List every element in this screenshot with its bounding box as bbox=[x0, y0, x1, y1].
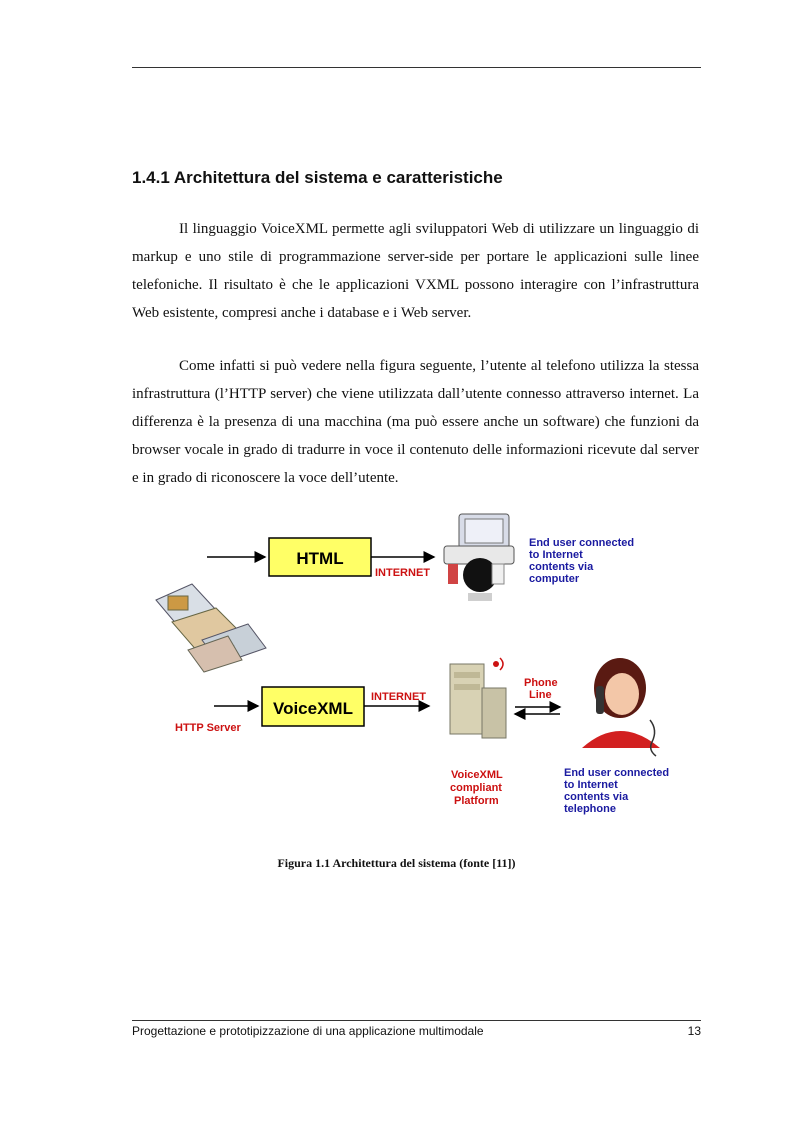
phone-line-label bbox=[524, 677, 558, 701]
page-footer bbox=[132, 1024, 701, 1038]
voicexml-box-label: VoiceXML bbox=[273, 699, 353, 718]
svg-text:contents via: contents via bbox=[564, 791, 629, 803]
svg-text:to Internet: to Internet bbox=[529, 549, 583, 561]
svg-text:compliant: compliant bbox=[450, 782, 502, 794]
section-heading: 1.4.1 Architettura del sistema e caratteristiche bbox=[132, 168, 503, 187]
svg-text:End user connected: End user connected bbox=[564, 767, 670, 779]
paragraph-2: Come infatti si può vedere nella figura seguente, l’utente al telefono utilizza la stessa infrastruttura (l’HTTP server) che viene utilizzata dall’utente connesso attraverso internet. La differenza è la presenza di una macchina (ma può essere anche un software) che funzioni da browser vocale in grado di tradurre in voce il contenuto delle informazioni ricevute dal server e in grado di riconoscere la voce dell’utente. bbox=[132, 358, 699, 486]
phone-user-icon bbox=[582, 658, 660, 756]
svg-text:Platform: Platform bbox=[454, 795, 499, 807]
svg-text:End user connected: End user connected bbox=[529, 537, 635, 549]
platform-label bbox=[450, 769, 503, 807]
svg-text:Line: Line bbox=[529, 689, 552, 701]
internet-top-label: INTERNET bbox=[375, 567, 430, 579]
http-server-icon bbox=[156, 584, 266, 672]
paragraph-1: Il linguaggio VoiceXML permette agli sviluppatori Web di utilizzare un linguaggio di markup e uno stile di programmazione server-side per portare le applicazioni sulle linee telefoniche. Il risultato è che le applicazioni VXML possono interagire con l’infrastruttura Web esistente, compresi anche i database e i Web server. bbox=[132, 221, 699, 321]
svg-text:telephone: telephone bbox=[564, 803, 616, 815]
svg-text:VoiceXML: VoiceXML bbox=[451, 769, 503, 781]
svg-text:computer: computer bbox=[529, 573, 580, 585]
computer-user-icon bbox=[444, 514, 514, 601]
footer-title: Progettazione e prototipizzazione di una applicazione multimodale bbox=[132, 1024, 484, 1038]
platform-server-icon bbox=[450, 658, 506, 738]
architecture-figure bbox=[132, 500, 701, 835]
page-number: 13 bbox=[687, 1024, 701, 1038]
computer-user-label bbox=[529, 537, 634, 585]
figure-caption: Figura 1.1 Architettura del sistema (fonte [11]) bbox=[277, 856, 516, 870]
internet-bottom-label: INTERNET bbox=[371, 691, 426, 703]
svg-text:contents via: contents via bbox=[529, 561, 594, 573]
html-box-label: HTML bbox=[296, 549, 344, 568]
header-rule bbox=[132, 67, 701, 68]
http-server-label: HTTP Server bbox=[175, 722, 241, 734]
footer-rule bbox=[132, 1020, 701, 1021]
svg-text:Phone: Phone bbox=[524, 677, 558, 689]
svg-text:to Internet: to Internet bbox=[564, 779, 618, 791]
phone-user-label bbox=[564, 767, 669, 815]
